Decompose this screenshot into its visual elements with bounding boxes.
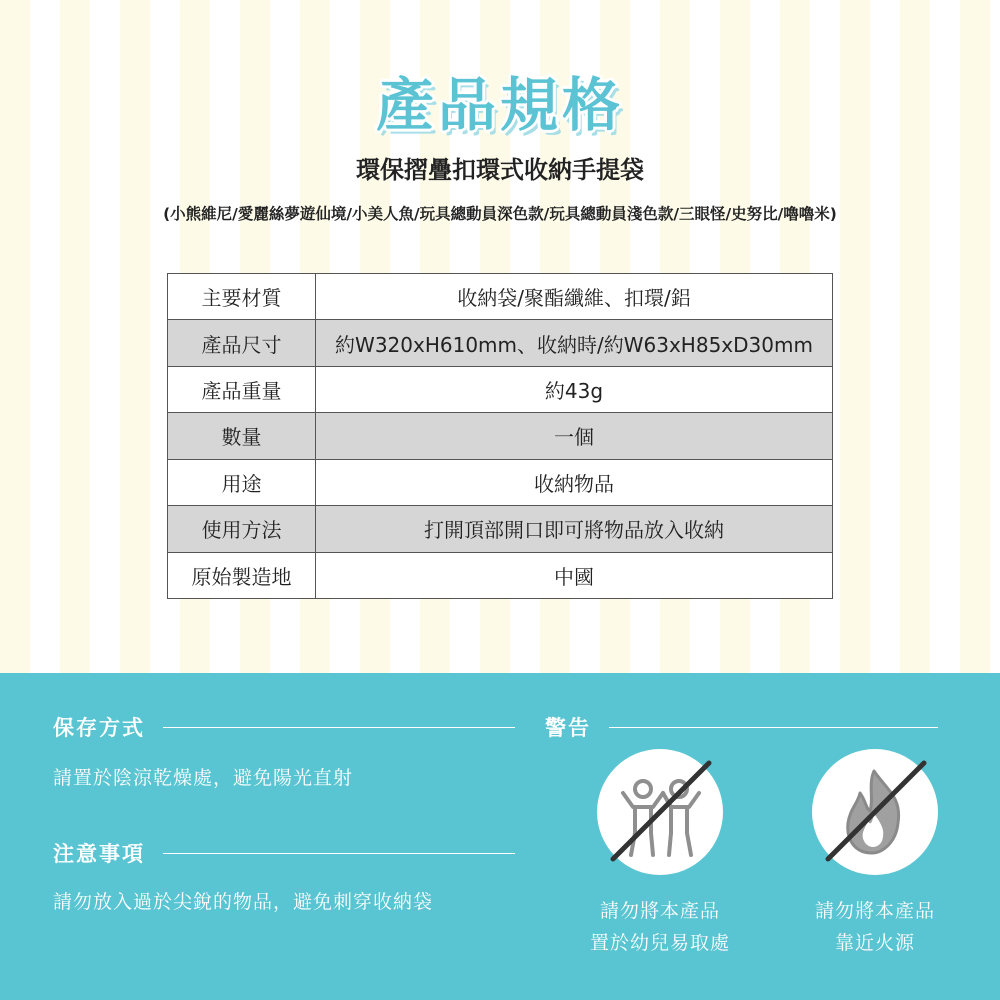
spec-value: 約W320xH610mm、收納時/約W63xH85xD30mm [316,320,833,366]
no-children-icon [597,749,723,875]
storage-heading-text: 保存方式 [53,716,145,740]
spec-row [168,413,833,459]
warning-fire-line1: 請勿將本產品 [814,900,935,922]
spec-value: 約43g [316,366,833,412]
spec-value: 收納物品 [316,459,833,505]
notes-text: 請勿放入過於尖銳的物品，避免刺穿收納袋 [53,891,434,913]
notes-heading [53,838,515,868]
spec-row [168,459,833,505]
spec-label: 產品重量 [168,366,316,412]
storage-heading [53,712,515,742]
product-variants: (小熊維尼/愛麗絲夢遊仙境/小美人魚/玩具總動員深色款/玩具總動員淺色款/三眼怪/史努比/嚕嚕米) [163,205,837,223]
warning-children-text [560,895,760,959]
warning-divider [609,727,938,728]
spec-label: 主要材質 [168,274,316,320]
storage-divider [163,727,515,728]
spec-value: 一個 [316,413,833,459]
spec-row [168,552,833,598]
warning-children-line2: 置於幼兒易取處 [589,932,730,954]
spec-value: 收納袋/聚酯纖維、扣環/鋁 [316,274,833,320]
page-title: 產品規格 [375,71,624,139]
spec-label: 產品尺寸 [168,320,316,366]
spec-label: 原始製造地 [168,552,316,598]
spec-label: 數量 [168,413,316,459]
warning-heading [545,712,938,742]
storage-text: 請置於陰涼乾燥處，避免陽光直射 [53,767,354,789]
spec-row [168,320,833,366]
warning-children-line1: 請勿將本產品 [599,900,720,922]
warning-fire-line2: 靠近火源 [834,932,915,954]
notes-divider [163,853,515,854]
product-name: 環保摺疊扣環式收納手提袋 [356,156,644,184]
notes-heading-text: 注意事項 [53,842,145,866]
spec-row [168,366,833,412]
spec-label: 用途 [168,459,316,505]
warning-heading-text: 警告 [545,716,591,740]
warning-fire-text [775,895,975,959]
no-fire-icon [812,749,938,875]
spec-row [168,506,833,552]
spec-row [168,274,833,320]
spec-value: 打開頂部開口即可將物品放入收納 [316,506,833,552]
spec-label: 使用方法 [168,506,316,552]
spec-value: 中國 [316,552,833,598]
spec-table [167,273,833,599]
